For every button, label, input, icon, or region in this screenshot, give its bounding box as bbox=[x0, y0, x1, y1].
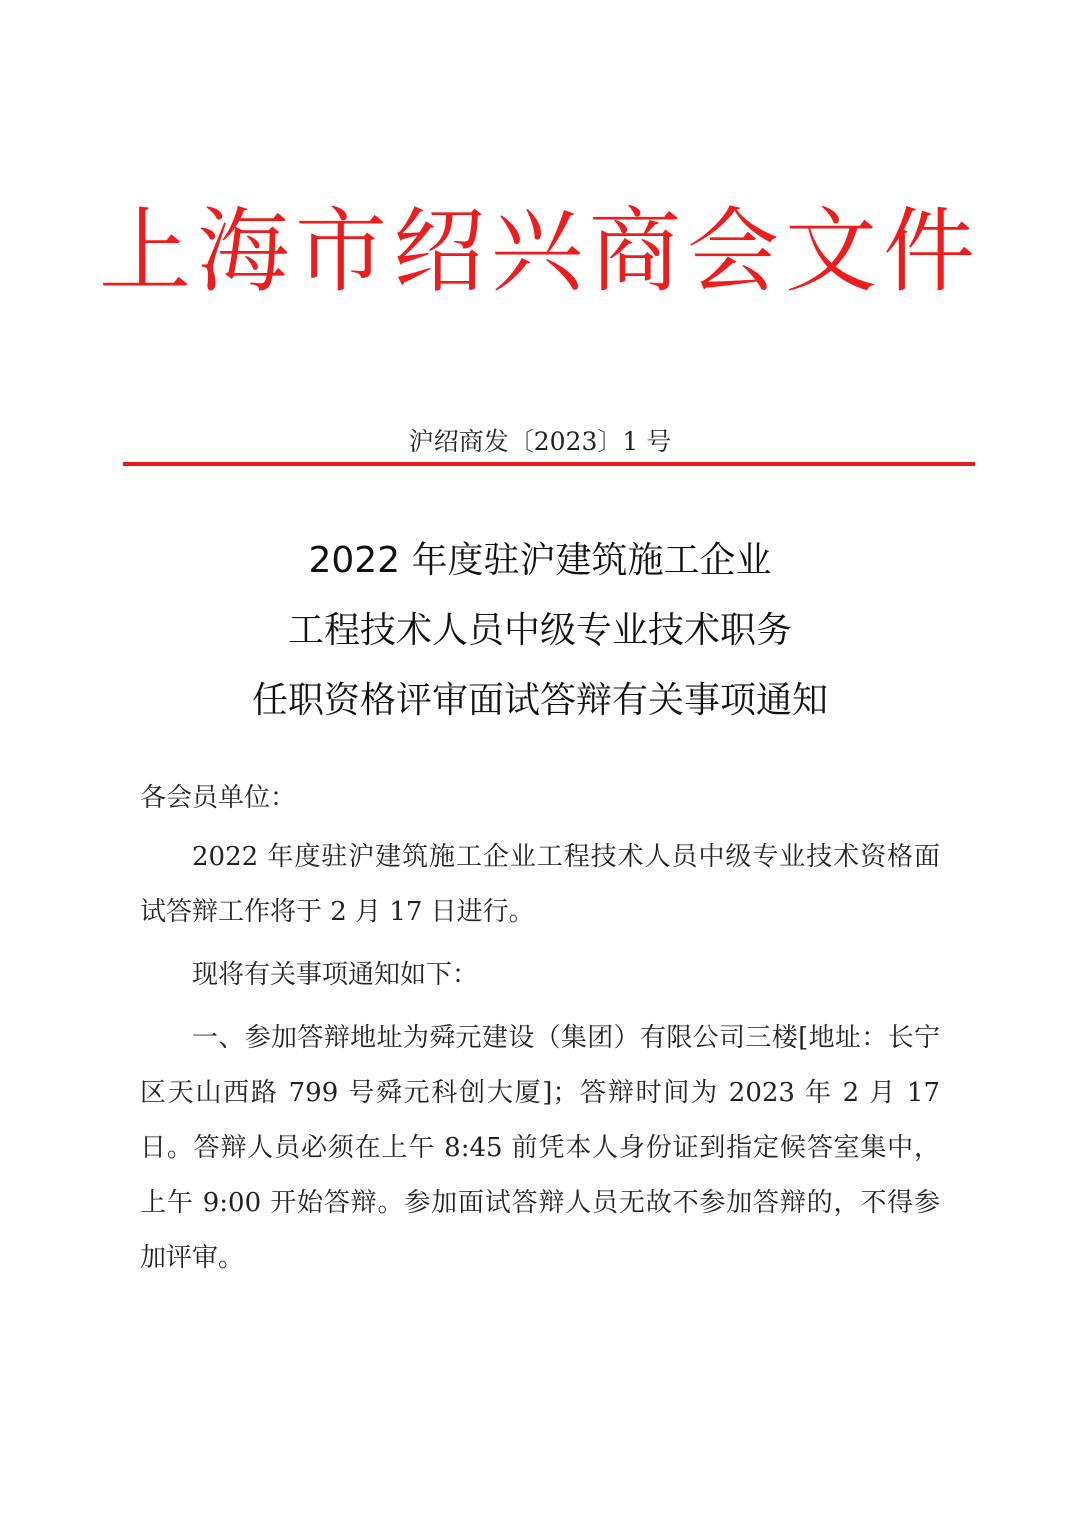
notice-title-line-2: 工程技术人员中级专业技术职务 bbox=[287, 610, 792, 651]
notice-title-line-3: 任职资格评审面试答辩有关事项通知 bbox=[251, 680, 828, 721]
salutation: 各会员单位： bbox=[140, 783, 297, 813]
notice-title-line-1: 2022 年度驻沪建筑施工企业 bbox=[308, 540, 772, 581]
notice-title bbox=[0, 526, 1080, 736]
paragraph-intro: 2022 年度驻沪建筑施工企业工程技术人员中级专业技术资格面试答辩工作将于 2 月 17 日进行。 bbox=[140, 842, 940, 927]
document-masthead: 上海市绍兴商会文件 bbox=[98, 198, 981, 305]
document-number: 沪绍商发〔2023〕1 号 bbox=[408, 427, 672, 456]
red-divider-line bbox=[123, 462, 975, 466]
paragraph-notice-lead: 现将有关事项通知如下： bbox=[192, 960, 479, 990]
notice-body bbox=[140, 774, 940, 1286]
paragraph-item-1: 一、参加答辩地址为舜元建设（集团）有限公司三楼[地址：长宁区天山西路 799 号舜元科创大厦]；答辩时间为 2023 年 2 月 17 日。答辩人员必须在上午 8:45 前凭本人身份证到指定候答室集中，上午 9:00 开始答辩。参加面试答辩人员无故不参加答辩的，不得参加评审。 bbox=[140, 1023, 940, 1273]
